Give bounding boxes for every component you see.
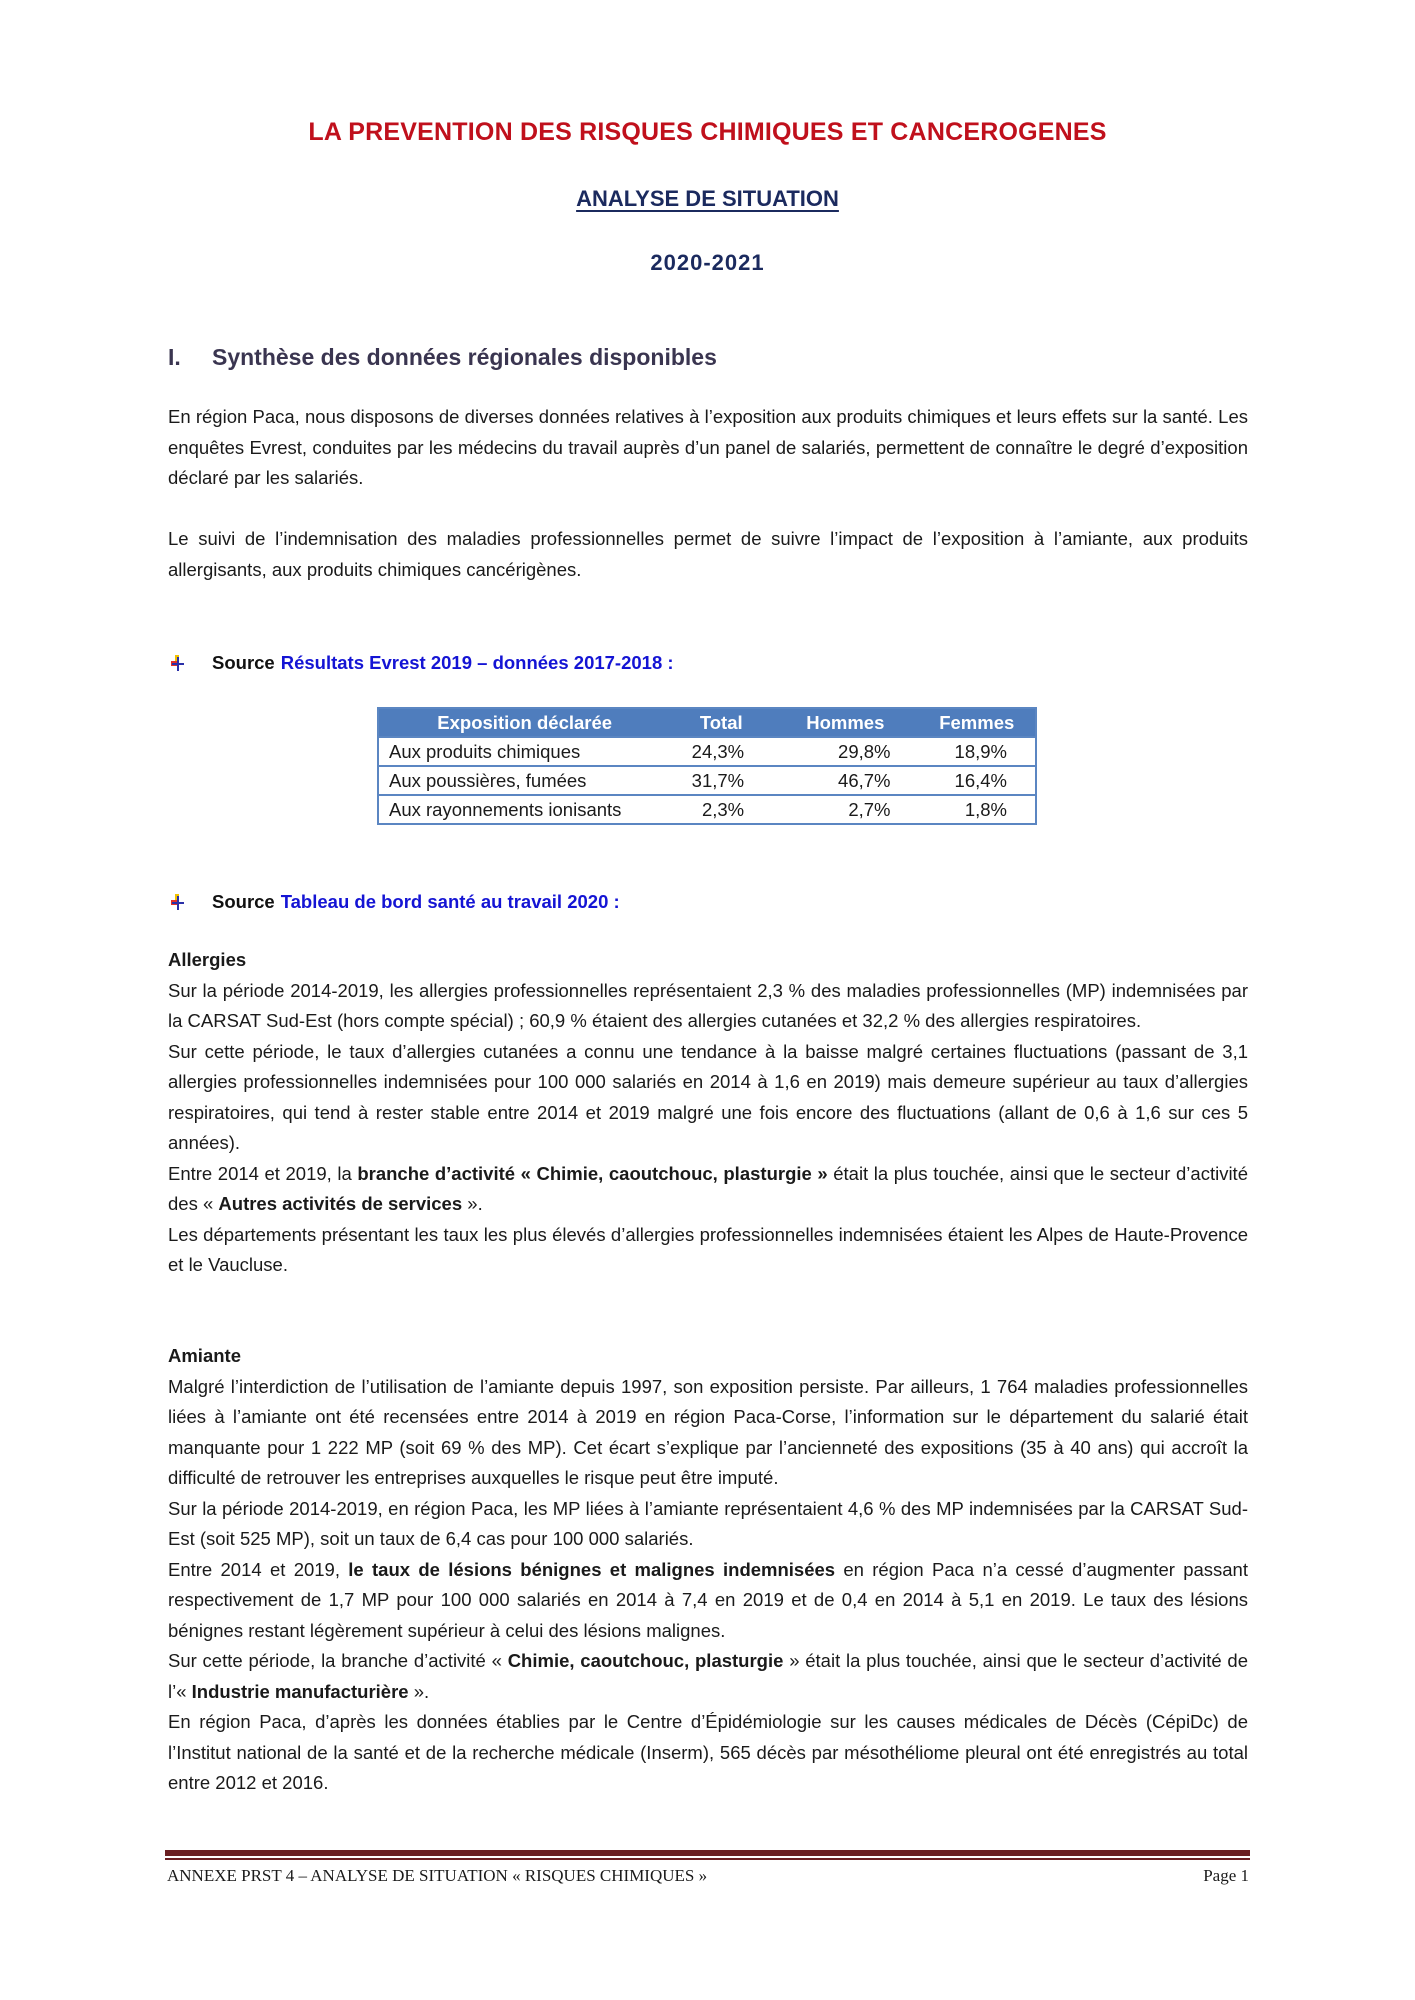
arrow-down-bullet-icon xyxy=(168,653,212,673)
amiante-paragraph-5: En région Paca, d’après les données établies par le Centre d’Épidémiologie sur les causes médicales de Décès (CépiDc) de l’Institut national de la santé et de la recherche médicale (Inserm), 565 décès par mésothéliome pleural ont été enregistrés au total entre 2012 et 2016. xyxy=(168,1711,1248,1793)
text-run: était la plus touchée, ainsi que le secteur d’activité des « xyxy=(168,1162,1248,1214)
amiante-paragraph-3 xyxy=(168,1555,1248,1647)
source-tableau-de-bord xyxy=(168,891,620,913)
amiante-paragraph-2: Sur la période 2014-2019, en région Paca, les MP liées à l’amiante représentaient 4,6 % des MP indemnisées par la CARSAT Sud-Est (soit 525 MP), soit un taux de 6,4 cas pour 100 000 salariés. xyxy=(168,1497,1248,1549)
table-header-exposition: Exposition déclarée xyxy=(378,708,670,737)
bold-text-run: Industrie manufacturière xyxy=(191,1680,409,1702)
section-number: I. xyxy=(168,344,181,370)
document-years: 2020-2021 xyxy=(650,250,765,275)
document-subtitle xyxy=(0,186,1415,212)
row-label: Aux produits chimiques xyxy=(378,737,670,766)
table-header-femmes: Femmes xyxy=(919,708,1036,737)
allergies-section xyxy=(168,945,1248,1281)
source-link-tableau-de-bord[interactable]: Tableau de bord santé au travail 2020 : xyxy=(280,891,620,912)
cell-total: 24,3% xyxy=(670,737,772,766)
bold-text-run: Chimie, caoutchouc, plasturgie xyxy=(507,1650,784,1671)
table-row xyxy=(378,737,1036,766)
table-row xyxy=(378,795,1036,824)
source-link-evrest[interactable]: Résultats Evrest 2019 – données 2017-2018 : xyxy=(280,652,674,673)
footer-document-label: ANNEXE PRST 4 – ANALYSE DE SITUATION « RISQUES CHIMIQUES » xyxy=(167,1866,708,1885)
cell-total: 31,7% xyxy=(670,766,772,795)
cell-hommes: 46,7% xyxy=(772,766,918,795)
table-header-total: Total xyxy=(670,708,772,737)
text-run: Sur cette période, la branche d’activité « xyxy=(168,1650,508,1671)
arrow-down-bullet-icon xyxy=(168,892,212,912)
footer-page-number: Page 1 xyxy=(1203,1866,1249,1885)
text-run: en région Paca n’a cessé d’augmenter passant respectivement de 1,7 MP pour 100 000 salariés en 2014 à 7,4 en 2019 et de 0,4 en 2014 à 5,1 en 2019. Le taux des lésions bénignes restant légèrement supérieur à celui des lésions malignes. xyxy=(168,1558,1248,1641)
cell-femmes: 1,8% xyxy=(919,795,1036,824)
cell-total: 2,3% xyxy=(670,795,772,824)
amiante-heading: Amiante xyxy=(168,1345,241,1366)
row-label: Aux poussières, fumées xyxy=(378,766,670,795)
bold-text-run: Autres activités de services xyxy=(218,1193,463,1214)
footer-divider-thin xyxy=(165,1858,1250,1860)
allergies-paragraph-1: Sur la période 2014-2019, les allergies professionnelles représentaient 2,3 % des maladies professionnelles (MP) indemnisées par la CARSAT Sud-Est (hors compte spécial) ; 60,9 % étaient des allergies cutanées et 32,2 % des allergies respiratoires. xyxy=(168,979,1248,1031)
text-run: ». xyxy=(462,1193,483,1214)
intro-paragraph-1: En région Paca, nous disposons de diverses données relatives à l’exposition aux produits chimiques et leurs effets sur la santé. Les enquêtes Evrest, conduites par les médecins du travail auprès d’un panel de salariés, permettent de connaître le degré d’exposition déclaré par les salariés. xyxy=(168,406,1248,488)
text-run: ». xyxy=(408,1680,430,1702)
table-header-hommes: Hommes xyxy=(772,708,918,737)
source-label: Source xyxy=(212,652,275,673)
cell-hommes: 29,8% xyxy=(772,737,918,766)
text-run: » était la plus touchée, ainsi que le secteur d’activité de l’« xyxy=(168,1650,1249,1702)
allergies-paragraph-3 xyxy=(168,1159,1248,1220)
footer-divider xyxy=(165,1850,1250,1860)
bold-text-run: branche d’activité « Chimie, caoutchouc, plasturgie » xyxy=(357,1162,828,1184)
exposure-table xyxy=(377,707,1037,825)
allergies-paragraph-2: Sur cette période, le taux d’allergies cutanées a connu une tendance à la baisse malgré certaines fluctuations (passant de 3,1 allergies professionnelles indemnisées pour 100 000 salariés en 2014 à 1,6 en 2019) mais demeure supérieur au taux d’allergies respiratoires, qui tend à rester stable entre 2014 et 2019 malgré une fois encore des fluctuations (allant de 0,6 à 1,6 sur ces 5 années). xyxy=(168,1040,1248,1153)
intro-paragraph-2: Le suivi de l’indemnisation des maladies professionnelles permet de suivre l’impact de l’exposition à l’amiante, aux produits allergisants, aux produits chimiques cancérigènes. xyxy=(168,528,1248,580)
table-header-row xyxy=(378,708,1036,737)
amiante-paragraph-1: Malgré l’interdiction de l’utilisation de l’amiante depuis 1997, son exposition persiste. Par ailleurs, 1 764 maladies professionnelles liées à l’amiante ont été recensées entre 2014 à 2019 en région Paca-Corse, l’information sur le département du salarié était manquante pour 1 222 MP (soit 69 % des MP). Cet écart s’explique par l’ancienneté des expositions (35 à 40 ans) qui accroît la difficulté de retrouver les entreprises auxquelles le risque peut être imputé. xyxy=(168,1375,1248,1488)
document-subtitle-text: ANALYSE DE SITUATION xyxy=(576,186,839,211)
text-run: Entre 2014 et 2019, la xyxy=(168,1162,358,1184)
amiante-section xyxy=(168,1341,1248,1799)
cell-femmes: 18,9% xyxy=(919,737,1036,766)
document-title: LA PREVENTION DES RISQUES CHIMIQUES ET CANCEROGENES xyxy=(308,118,1107,146)
footer-divider-thick xyxy=(165,1850,1250,1856)
bold-text-run: le taux de lésions bénignes et malignes indemnisées xyxy=(348,1558,836,1580)
allergies-paragraph-4: Les départements présentant les taux les plus élevés d’allergies professionnelles indemnisées étaient les Alpes de Haute-Provence et le Vaucluse. xyxy=(168,1223,1248,1275)
source-evrest xyxy=(168,652,674,674)
table-row xyxy=(378,766,1036,795)
text-run: Entre 2014 et 2019, xyxy=(168,1558,349,1580)
allergies-heading: Allergies xyxy=(168,949,247,970)
row-label: Aux rayonnements ionisants xyxy=(378,795,670,824)
section-heading xyxy=(168,344,717,371)
amiante-paragraph-4 xyxy=(168,1646,1248,1707)
section-title: Synthèse des données régionales disponibles xyxy=(212,344,717,370)
cell-femmes: 16,4% xyxy=(919,766,1036,795)
source-label: Source xyxy=(212,891,275,912)
cell-hommes: 2,7% xyxy=(772,795,918,824)
